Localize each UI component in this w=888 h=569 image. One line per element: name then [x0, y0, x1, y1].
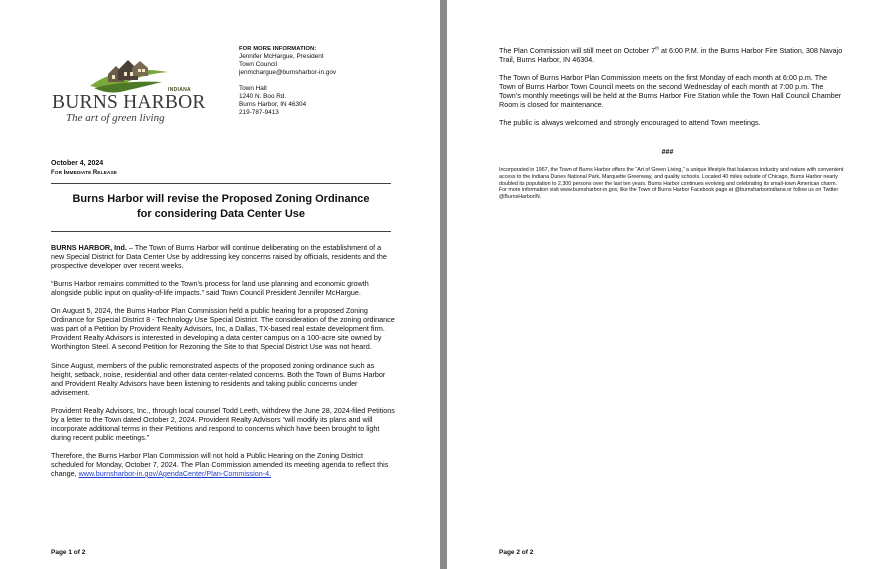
divider-top [51, 183, 391, 184]
agenda-link[interactable]: www.burnsharbor-in.gov/AgendaCenter/Plan-Commission-4. [78, 468, 272, 478]
paragraph-8: The Town of Burns Harbor Plan Commission meets on the first Monday of each month at 6:00 p.m. The Town of Burns Harbor Town Council meets on the second Wednesday of each month at 7:00 p.m. The Town’s monthly meetings will be held at the Burns Harbor Fire Station while the Town Hall Council Chamber Room is closed for maintenance. [499, 73, 842, 110]
paragraph-6 [51, 451, 396, 478]
headline [51, 192, 391, 222]
contact-block [239, 45, 336, 117]
contact-phone: 219-787-9413 [239, 109, 279, 116]
contact-body: Town Council [239, 61, 278, 68]
end-marker: ### [661, 149, 674, 156]
page-2-number: Page 2 of 2 [499, 549, 534, 556]
contact-city: Burns Harbor, IN 46304 [239, 101, 307, 108]
contact-email: jenmchargue@burnsharbor-in.gov [239, 69, 337, 76]
release-label: FOR IMMEDIATE RELEASE [51, 170, 118, 176]
page-1-footer [51, 549, 85, 556]
ordinal-suffix: th [655, 45, 659, 51]
logo-tagline: The art of green living [66, 112, 165, 124]
contact-office: Town Hall [239, 85, 267, 92]
page-1-body [51, 243, 396, 487]
paragraph-4: Since August, members of the public remonstrated aspects of the proposed zoning ordinance such as height, setback, noise, residential and other data center-related concerns. Both the Town of Burns Harbor and Provident Realty Advisors have been listening to residents and taking public concerns under advisement. [51, 360, 386, 397]
page-1-number: Page 1 of 2 [51, 549, 86, 556]
about-boilerplate: Incorporated in 1967, the Town of Burns Harbor offers the “Art of Green Living,” a unique lifestyle that balances industry and nature with convenient access to the Indiana Dunes National Park, Marquette Greenway, and quality schools. Located 40 miles outside of Chicago, Burns Harbor nearly doubled its population to 2,300 persons over the last ten years. Burns Harbor continues evolving and celebrating its small-town American charm. For more information visit www.burnsharbor-in.gov, like the Town of Burns Harbor Facebook page at @burnsharborindiana or follow us on Twitter @BurnsHarborIN. [499, 167, 844, 201]
paragraph-9: The public is always welcomed and strongly encouraged to attend Town meetings. [499, 118, 761, 128]
dateline: BURNS HARBOR, Ind. [51, 243, 127, 252]
paragraph-3: On August 5, 2024, the Burns Harbor Plan Commission held a public hearing for a proposed Zoning Ordinance for Special District 8 - Technology Use Special District. The consideration of the zoning ordinance was part of a Petition by Provident Realty Advisors, Inc, a Dallas, TX-based real estate development firm. Provident Realty Advisors is interested in developing a data center campus on a 100-acre site owned by Worthington Steel. A second Petition for Rezoning the Site to that Special District Use was not heard. [51, 306, 395, 352]
paragraph-1 [51, 243, 396, 270]
paragraph-7-text: at 6:00 P.M. in the Burns Harbor Fire Station, 308 Navajo Trail, Burns Harbor, IN 46304. [499, 46, 843, 64]
contact-name: Jennifer McHargue, President [239, 53, 324, 60]
logo-state-text: INDIANA [168, 87, 191, 93]
headline-line-1: Burns Harbor will revise the Proposed Zoning Ordinance [72, 193, 370, 205]
release-date: October 4, 2024 [51, 160, 104, 167]
paragraph-7: The Plan Commission will still meet on October 7th at 6:00 P.M. in the Burns Harbor Fire Station, 308 Navajo Trail, Burns Harbor, IN 46304. [499, 45, 843, 64]
contact-street: 1240 N. Boo Rd. [239, 93, 287, 100]
paragraph-5: Provident Realty Advisors, Inc., through local counsel Todd Leeth, withdrew the June 28, 2024-filed Petitions by a letter to the Town dated October 2, 2024. Provident Realty Advisors “will modify its plans and will incorporate additional terms in their Petitions and respond to concerns which have been brought to light during recent public meetings.” [51, 405, 395, 442]
page-2-footer [499, 549, 533, 556]
divider-bottom [51, 231, 391, 232]
page-gap [440, 0, 447, 569]
paragraph-6-text: Therefore, the Burns Harbor Plan Commission will not hold a Public Hearing on the Zoning District scheduled for Monday, October 7, 2024. The Plan Commission amended its meeting agenda to reflect this change, [51, 450, 389, 478]
contact-heading: FOR MORE INFORMATION: [239, 46, 317, 52]
page-2-body [499, 46, 844, 137]
document-page-1 [0, 0, 440, 569]
paragraph-1-text: – The Town of Burns Harbor will continue deliberating on the establishment of a new Special District for Data Center Use by addressing key concerns raised by officials, residents and the prospective developer over recent weeks. [51, 243, 387, 270]
paragraph-2: “Burns Harbor remains committed to the Town’s process for land use planning and economic growth alongside public input on quality-of-life impacts.” said Town Council President Jennifer McHargue. [51, 279, 369, 298]
headline-line-2: for considering Data Center Use [136, 208, 306, 220]
burns-harbor-logo [50, 44, 208, 130]
document-page-2 [447, 0, 888, 569]
logo-town-name: BURNS HARBOR [52, 92, 206, 113]
